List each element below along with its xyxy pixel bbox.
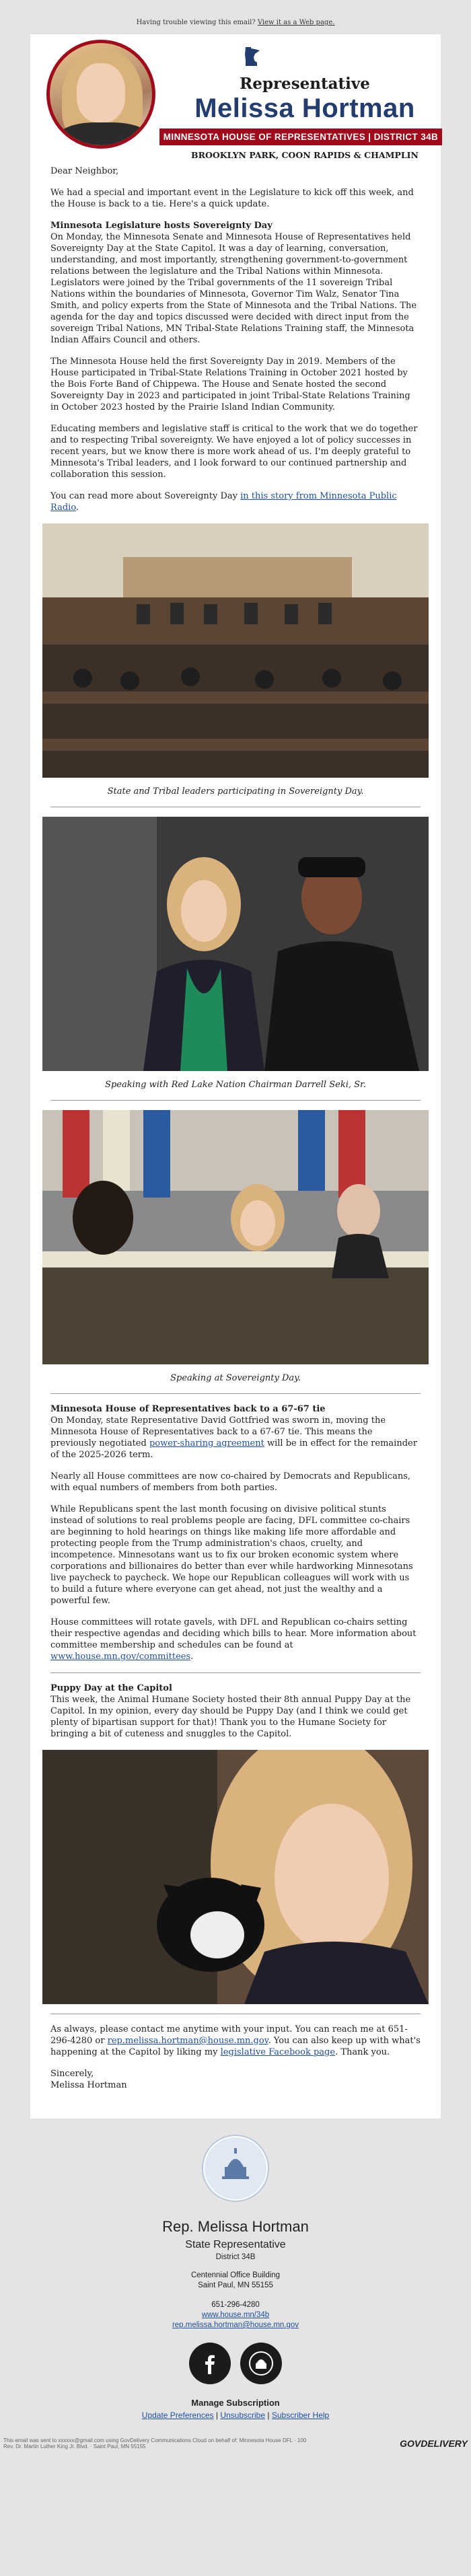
social-links [0, 2343, 471, 2384]
mpr-suffix: . [75, 503, 79, 513]
district-cities: BROOKLYN PARK, COON RAPIDS & CHAMPLIN [191, 150, 419, 160]
puppy-paragraph: This week, the Animal Humane Society hosted their 8th annual Puppy Day at the Capitol. In my opinion, every day should be Puppy Day (and I think we could get plenty of bipartisan support for that)! Thank you to the Humane Society for bringing a bit of cuteness and snuggles to the Capitol. [50, 1695, 411, 1739]
district-banner: MINNESOTA HOUSE OF REPRESENTATIVES | DISTRICT 34B [159, 128, 442, 145]
photo-figure-1 [42, 523, 429, 797]
signature: Melissa Hortman [50, 2080, 127, 2090]
minnesota-state-icon [244, 46, 260, 67]
tie-heading: Minnesota House of Representatives back to a 67-67 tie [50, 1404, 326, 1414]
committees-link[interactable]: www.house.mn.gov/committees [50, 1652, 191, 1662]
photo-figure-2 [42, 817, 429, 1091]
web-page-link[interactable]: View it as a Web page. [257, 19, 335, 26]
footer-district: District 34B [215, 2253, 256, 2261]
facebook-page-link[interactable]: legislative Facebook page [220, 2047, 336, 2057]
closing-paragraph [50, 2024, 421, 2058]
facebook-icon[interactable] [189, 2343, 231, 2384]
divider [50, 1100, 421, 1101]
footer-city: Saint Paul, MN 55155 [198, 2281, 273, 2289]
manage-subscription-heading: Manage Subscription [191, 2398, 280, 2408]
divider [50, 1672, 421, 1673]
puppy-day-photo [42, 1750, 429, 2004]
closing-mid: . You can also keep up with what's happening at the Capitol by liking my [50, 2036, 421, 2057]
photo-figure-3 [42, 1110, 429, 1384]
signoff: Sincerely, [50, 2069, 94, 2079]
tie-p1-prefix: On Monday, state Representative David Gottfried was sworn in, moving the Minnesota House of Representatives back to a 67-67 tie. This means the previously negotiated [50, 1415, 386, 1448]
caption-2: Speaking with Red Lake Nation Chairman Darrell Seki, Sr. [105, 1080, 366, 1090]
signoff-block [50, 2068, 421, 2091]
footer-address [0, 2271, 471, 2291]
sovereignty-day-hearing-photo [42, 523, 429, 778]
puppy-heading: Puppy Day at the Capitol [50, 1683, 172, 1693]
chairman-conversation-photo [42, 817, 429, 1071]
closing-prefix: As always, please contact me anytime with your input. You can reach me at 651-296-4280 or [50, 2024, 408, 2046]
house-seal-icon [202, 2135, 269, 2202]
representative-name: Melissa Hortman [194, 94, 415, 123]
mpr-prefix: You can read more about Sovereignty Day [50, 491, 241, 501]
tie-p4-suffix: . [190, 1652, 194, 1662]
closing-suffix: . Thank you. [335, 2047, 390, 2057]
newsletter-header [42, 34, 439, 165]
speaking-at-sovereignty-day-photo [42, 1110, 429, 1364]
sovereignty-paragraph-1: On Monday, the Minnesota Senate and Minnesota House of Representatives held Sovereignty Day at the State Capitol. It was a day of learning, conversation, understanding, and most importantly, strengthening government-to-government relations between the legislature and the Tribal Nations within Minnesota. Legislators were joined by the Tribal governments of the 11 sovereign Tribal Nations within the boundaries of Minnesota, Governor Tim Walz, Senator Tina Smith, and policy experts from the State of Minnesota and the Tribal Nations. The agenda for the day and topics discussed were decided with direct input from the sovereign Tribal Nations, MN Tribal-State Relations Training staff, the Minnesota Indian Affairs Council and others. [50, 232, 417, 345]
tie-p1-suffix: will be in effect for the remainder of the 2025-2026 term. [50, 1438, 417, 1460]
caption-3: Speaking at Sovereignty Day. [170, 1373, 301, 1383]
legal-footer [3, 2437, 468, 2468]
footer-title: State Representative [185, 2239, 286, 2250]
footer [0, 2119, 471, 2420]
web-view-bar [0, 0, 471, 34]
sovereignty-paragraph-4 [50, 490, 421, 513]
caption-1: State and Tribal leaders participating in Sovereignty Day. [107, 786, 364, 797]
tie-paragraph-4 [50, 1617, 421, 1662]
link-separator: | [215, 2411, 218, 2420]
footer-contact [0, 2300, 471, 2330]
house-seal-link-icon[interactable] [240, 2343, 282, 2384]
representative-title: Representative [240, 75, 370, 93]
mpr-story-link[interactable]: in this story from Minnesota Public Radio [50, 491, 397, 513]
newsletter-body [42, 165, 429, 2091]
subscription-links [0, 2411, 471, 2420]
legal-line-2: Rev. Dr. Martin Luther King Jr. Blvd. · Saint Paul, MN 55155 [3, 2443, 146, 2450]
trouble-text: Having trouble viewing this email? [136, 19, 256, 26]
divider [50, 1393, 421, 1394]
greeting: Dear Neighbor, [50, 166, 119, 176]
govdelivery-logo[interactable]: GOVDELIVERY [400, 2438, 468, 2449]
subscriber-help-link[interactable]: Subscriber Help [271, 2411, 330, 2420]
footer-office: Centennial Office Building [190, 2271, 281, 2279]
sovereignty-heading: Minnesota Legislature hosts Sovereignty Day [50, 221, 273, 231]
legal-text [3, 2437, 306, 2450]
update-preferences-link[interactable]: Update Preferences [141, 2411, 214, 2420]
tie-paragraph-2: Nearly all House committees are now co-chaired by Democrats and Republicans, with equal numbers of members from both parties. [50, 1471, 411, 1493]
sovereignty-paragraph-2: The Minnesota House held the first Sovereignty Day in 2019. Members of the House participated in Tribal-State Relations Training in October 2021 hosted by the Bois Forte Band of Chippewa. The House and Senate hosted the second Sovereignty Day in 2023 and participated in joint Tribal-State Relations Training in October 2023 hosted by the Prairie Island Indian Community. [50, 357, 410, 412]
power-sharing-link[interactable]: power-sharing agreement [149, 1438, 264, 1448]
footer-phone: 651-296-4280 [211, 2301, 260, 2309]
email-link[interactable]: rep.melissa.hortman@house.mn.gov [107, 2036, 268, 2046]
link-separator: | [267, 2411, 270, 2420]
sovereignty-paragraph-3: Educating members and legislative staff is critical to the work that we do together and to respecting Tribal sovereignty. We have enjoyed a lot of policy successes in recent years, but we know there is more work ahead of us. I'm deeply grateful to Minnesota's Tribal leaders, and I look forward to our continued partnership and collaboration this session. [50, 424, 418, 480]
newsletter-card [30, 34, 441, 2119]
tie-paragraph-1 [50, 1415, 421, 1461]
representative-portrait [46, 40, 155, 149]
legal-line-1: This email was sent to xxxxxx@gmail.com using GovDelivery Communications Cloud on behalf of: Minnesota House DFL · 100 [3, 2437, 307, 2443]
footer-name: Rep. Melissa Hortman [162, 2218, 309, 2235]
tie-p4-prefix: House committees will rotate gavels, with DFL and Republican co-chairs setting their respective agendas and deciding which bills to hear. More information about committee membership and schedules can be found at [50, 1617, 416, 1650]
unsubscribe-link[interactable]: Unsubscribe [220, 2411, 266, 2420]
footer-email-link[interactable]: rep.melissa.hortman@house.mn.gov [172, 2321, 299, 2329]
tie-paragraph-3: While Republicans spent the last month focusing on divisive political stunts instead of solutions to real problems people are facing, DFL committee co-chairs are beginning to hold hearings on things like making life more affordable and protecting people from the Trump administration's chaos, cruelty, and incompetence. Minnesotans want us to fix our broken economic system where corporations and billionaires do better than ever while hardworking Minnesotans live paycheck to paycheck. We hope our Republican colleagues will work with us to build a future where everyone can get ahead, not just the wealthy and a powerful few. [50, 1504, 413, 1606]
photo-figure-4 [42, 1750, 429, 2004]
footer-web-link[interactable]: www.house.mn/34b [201, 2311, 270, 2319]
intro-paragraph: We had a special and important event in the Legislature to kick off this week, and the House is back to a tie. Here's a quick update. [50, 188, 414, 209]
